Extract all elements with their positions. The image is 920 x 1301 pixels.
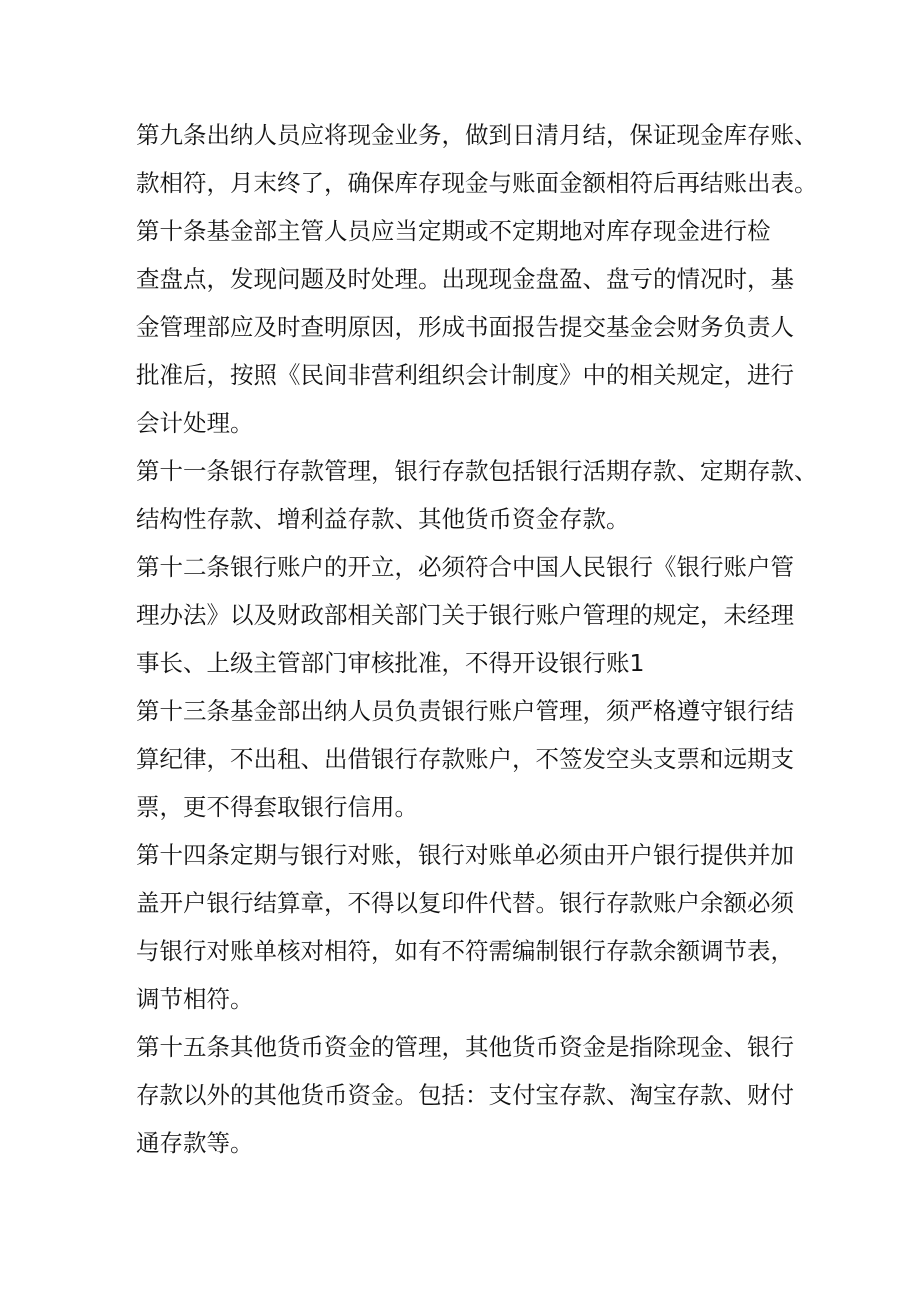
text-line: 金管理部应及时查明原因，形成书面报告提交基金会财务负责人 — [136, 313, 794, 341]
text-line: 与银行对账单核对相符，如有不符需编制银行存款余额调节表， — [136, 937, 794, 965]
document-body — [136, 111, 818, 1167]
text-line: 第十条基金部主管人员应当定期或不定期地对库存现金进行检 — [136, 217, 771, 245]
text-line: 会计处理。 — [136, 409, 254, 437]
text-line: 盖开户银行结算章，不得以复印件代替。银行存款账户余额必须 — [136, 889, 794, 917]
text-line: 理办法》以及财政部相关部门关于银行账户管理的规定，未经理 — [136, 601, 794, 629]
text-line: 调节相符。 — [136, 985, 254, 1013]
text-line: 存款以外的其他货币资金。包括：支付宝存款、淘宝存款、财付 — [136, 1081, 794, 1109]
text-line: 事长、上级主管部门审核批准，不得开设银行账1 — [136, 649, 645, 677]
text-line: 第十三条基金部出纳人员负责银行账户管理，须严格遵守银行结 — [136, 697, 794, 725]
text-line: 款相符，月末终了，确保库存现金与账面金额相符后再结账出表。 — [136, 169, 818, 197]
text-line: 第十二条银行账户的开立，必须符合中国人民银行《银行账户管 — [136, 553, 794, 581]
text-line: 票，更不得套取银行信用。 — [136, 793, 418, 821]
text-line: 通存款等。 — [136, 1129, 254, 1157]
text-line: 第十五条其他货币资金的管理，其他货币资金是指除现金、银行 — [136, 1033, 794, 1061]
text-line: 结构性存款、增利益存款、其他货币资金存款。 — [136, 505, 630, 533]
text-line: 第十一条银行存款管理，银行存款包括银行活期存款、定期存款、 — [136, 457, 818, 485]
text-line: 第九条出纳人员应将现金业务，做到日清月结，保证现金库存账、 — [136, 121, 818, 149]
text-line: 查盘点，发现问题及时处理。出现现金盘盈、盘亏的情况时，基 — [136, 265, 794, 293]
text-line: 第十四条定期与银行对账，银行对账单必须由开户银行提供并加 — [136, 841, 794, 869]
text-line: 算纪律，不出租、出借银行存款账户，不签发空头支票和远期支 — [136, 745, 794, 773]
text-line: 批准后，按照《民间非营利组织会计制度》中的相关规定，进行 — [136, 361, 794, 389]
